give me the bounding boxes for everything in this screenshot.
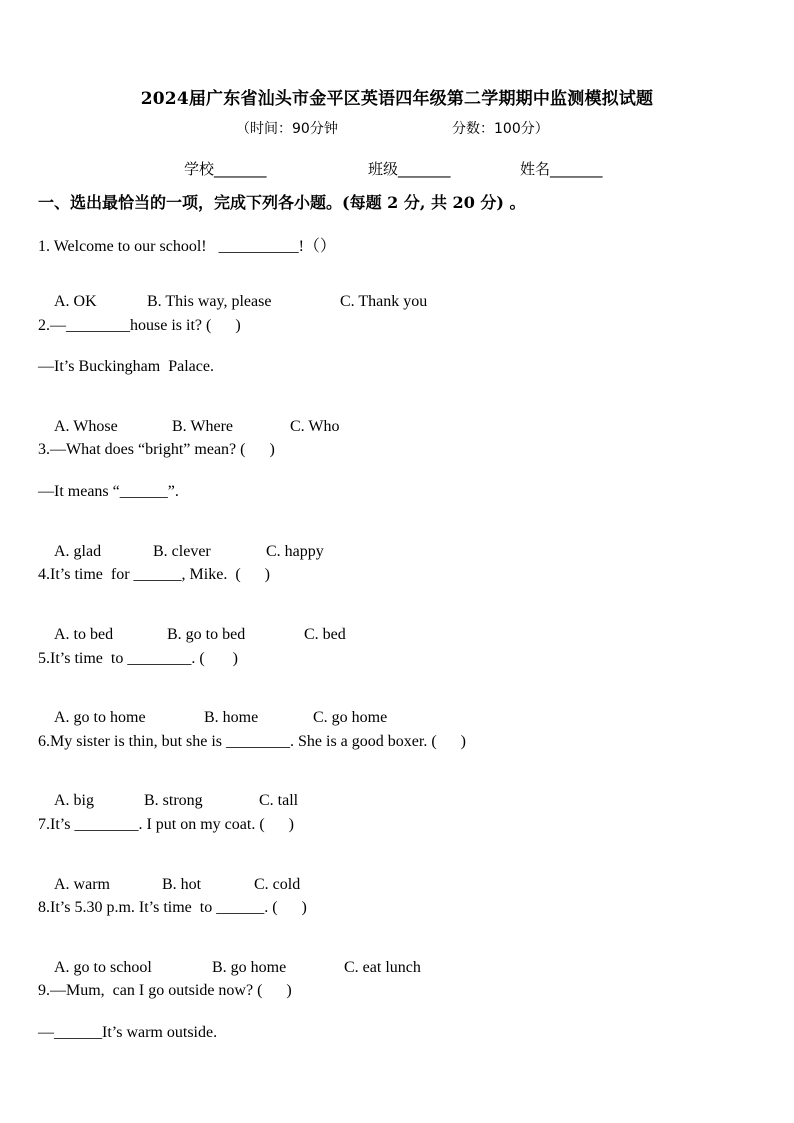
option-c: C. eat lunch [344,959,421,976]
option-a: A. big [54,792,94,809]
question-5: 5.It’s time to ________. ( ) [38,650,238,667]
question-6: 6.My sister is thin, but she is ________. She is a good boxer. ( ) [38,733,466,750]
option-b: B. This way, please [147,293,272,310]
school-field: 学校_______ [184,160,267,178]
class-field: 班级_______ [368,160,451,178]
question-9-answer: —______It’s warm outside. [38,1024,218,1041]
option-b: B. home [204,709,259,726]
option-b: B. strong [144,792,203,809]
option-c: C. tall [259,792,299,809]
option-c: C. go home [313,709,388,726]
option-b: B. Where [172,418,234,435]
question-2: 2.—________house is it? ( ) [38,317,241,334]
question-2-answer: —It’s Buckingham Palace. [38,358,214,375]
question-4: 4.It’s time for ______, Mike. ( ) [38,566,270,583]
option-a: A. go to home [54,709,146,726]
option-a: A. go to school [54,959,152,976]
exam-time: （时间：90分钟 [236,121,338,137]
option-a: A. warm [54,876,110,893]
option-a: A. Whose [54,418,118,435]
question-1: 1. Welcome to our school! __________!（） [38,238,336,255]
option-a: A. OK [54,293,97,310]
option-b: B. hot [162,876,202,893]
question-8: 8.It’s 5.30 p.m. It’s time to ______. ( ) [38,899,307,916]
option-c: C. bed [304,626,346,643]
name-field: 姓名_______ [520,160,603,178]
option-c: C. happy [266,543,324,560]
option-a: A. to bed [54,626,114,643]
option-b: B. go to bed [167,626,246,643]
question-9: 9.—Mum, can I go outside now? ( ) [38,982,292,999]
question-7: 7.It’s ________. I put on my coat. ( ) [38,816,294,833]
option-b: B. clever [153,543,211,560]
option-c: C. cold [254,876,301,893]
section-heading: 一、选出最恰当的一项，完成下列各小题。(每题 2 分, 共 20 分) 。 [38,193,526,212]
exam-score: 分数：100分） [452,121,549,137]
option-b: B. go home [212,959,287,976]
question-3-answer: —It means “______”. [38,483,179,500]
option-c: C. Thank you [340,293,428,310]
question-3: 3.—What does “bright” mean? ( ) [38,441,275,458]
page-title: 2024届广东省汕头市金平区英语四年级第二学期期中监测模拟试题 [140,89,654,109]
option-a: A. glad [54,543,102,560]
option-c: C. Who [290,418,340,435]
